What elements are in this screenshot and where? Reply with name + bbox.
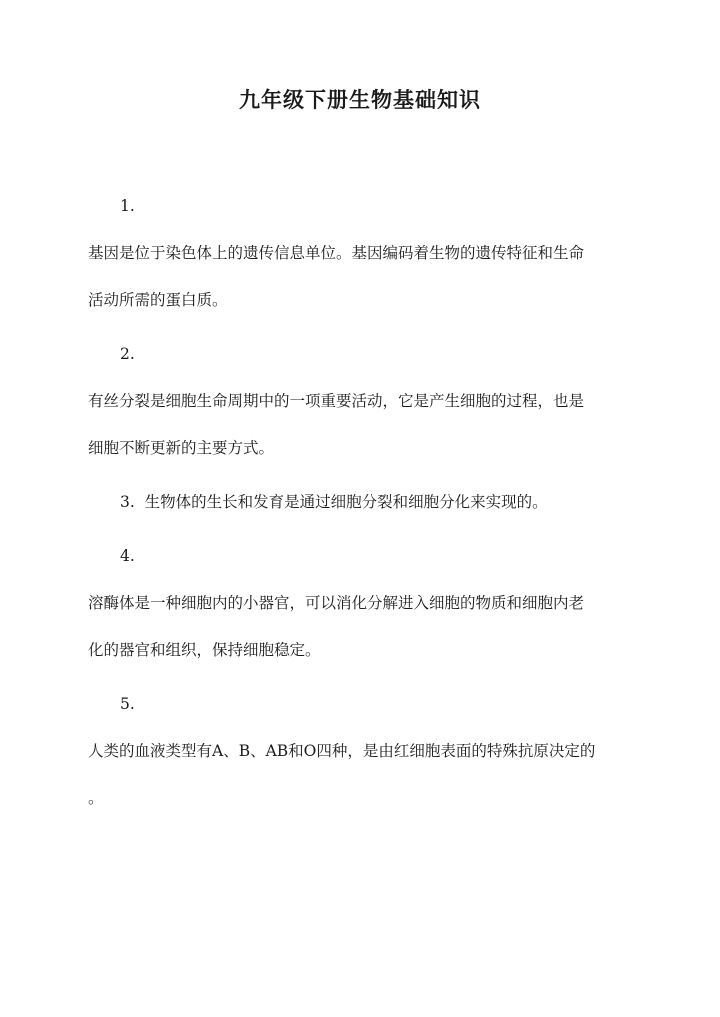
paragraph-line: 细胞不断更新的主要方式。 [88, 439, 275, 457]
paragraph-line: 人类的血液类型有A、B、AB和O四种，是由红细胞表面的特殊抗原决定的 [88, 742, 596, 760]
document-body [88, 195, 633, 810]
item-text: 生物体的生长和发育是通过细胞分裂和细胞分化来实现的。 [144, 493, 548, 511]
item-number: 3. [120, 493, 135, 511]
item-number: 4. [120, 547, 135, 565]
paragraph-line: 基因是位于染色体上的遗传信息单位。基因编码着生物的遗传特征和生命 [88, 244, 585, 262]
item-number: 1. [120, 197, 135, 215]
paragraph-line: 溶酶体是一种细胞内的小器官，可以消化分解进入细胞的物质和细胞内老 [88, 594, 585, 612]
item-line [88, 491, 633, 514]
paragraph-line: 。 [88, 789, 104, 807]
paragraph-line: 有丝分裂是细胞生命周期中的一项重要活动，它是产生细胞的过程，也是 [88, 392, 585, 410]
item-number: 5. [120, 695, 135, 713]
paragraph-line: 化的器官和组织，保持细胞稳定。 [88, 641, 321, 659]
page-title: 九年级下册生物基础知识 [239, 87, 481, 112]
item-number: 2. [120, 345, 135, 363]
paragraph-line: 活动所需的蛋白质。 [88, 291, 228, 309]
